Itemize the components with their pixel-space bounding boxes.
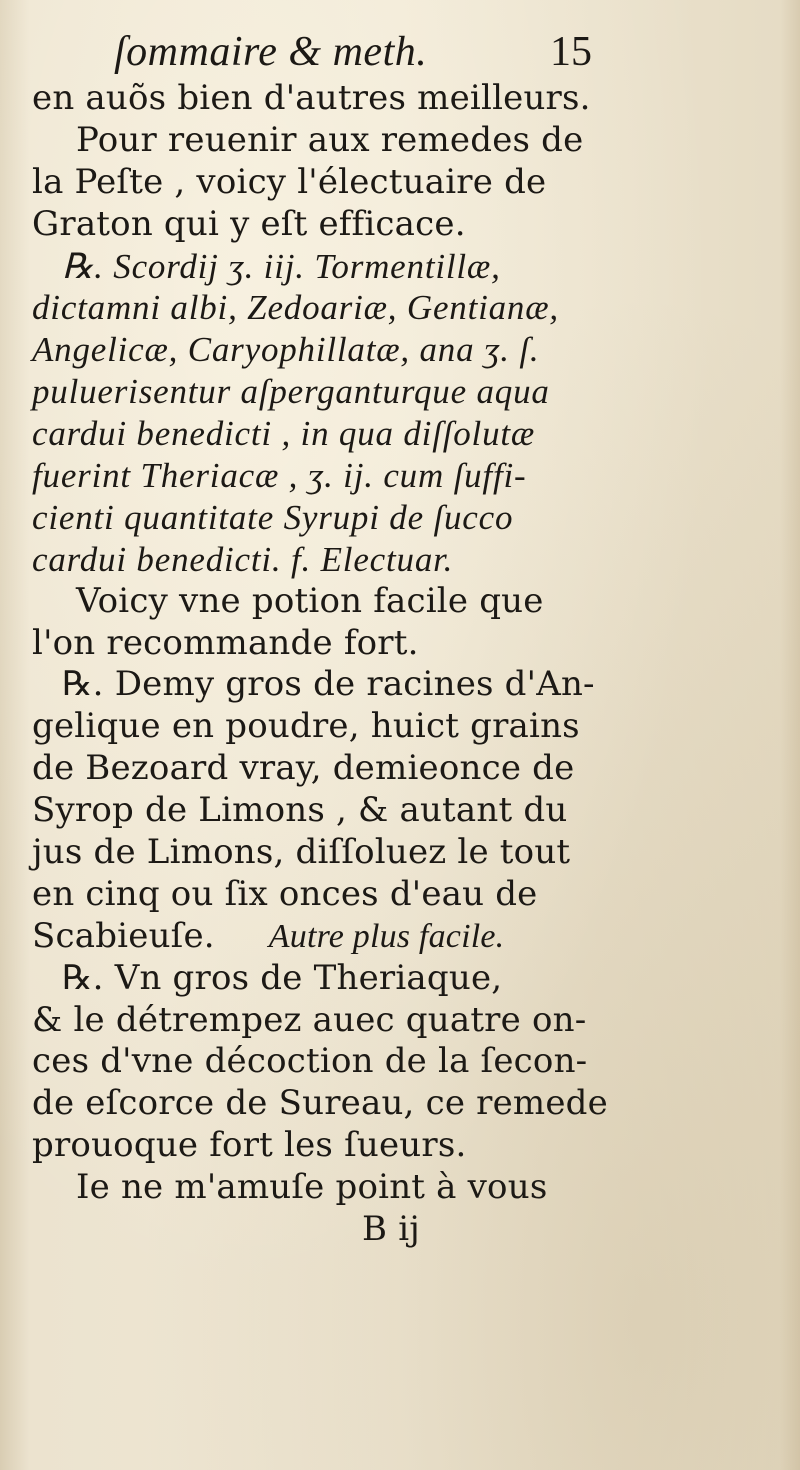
text-line: ℞. Vn gros de Theriaque, [62,957,503,998]
text-line: Ie ne m'amuſe point à vous [76,1167,548,1208]
text-line: Graton qui y eſt efficace. [32,203,466,244]
text-line: l'on recommande fort. [32,622,419,663]
text-line: la Peſte , voicy l'électuaire de [32,161,547,202]
line-text: Scabieuſe. [32,915,215,956]
text-line: & le détrempez auec quatre on- [32,999,587,1040]
italic-heading: Autre plus facile. [268,917,505,955]
running-head: ſommaire & meth. [114,29,428,75]
text-line: Pour reuenir aux remedes de [76,119,584,160]
text-line: cienti quantitate Syrupi de ſucco [32,497,514,537]
text-line: de eſcorce de Sureau, ce remede [32,1083,608,1124]
text-line: puluerisentur aſperganturque aqua [32,372,550,412]
text-line: ces d'vne décoction de la ſecon- [32,1041,588,1082]
page-number: 15 [550,29,592,75]
text-line: Syrop de Limons , & autant du [32,790,568,831]
text-line: prouoque fort les ſueurs. [32,1125,467,1166]
text-line: ℞. Demy gros de racines d'An- [62,664,595,705]
text-line: jus de Limons, diſſoluez le tout [32,832,571,873]
text-line: en cinq ou ſix onces d'eau de [32,873,538,914]
text-line: Voicy vne potion facile que [76,580,544,621]
text-line: fuerint Theriacæ , ʒ. ij. cum ſuffi- [32,456,527,496]
text-line: cardui benedicti , in qua diſſolutæ [32,414,536,454]
text-line-with-italic-tail [32,916,592,958]
text-line: ℞. Scordij ʒ. iij. Tormentillæ, [62,246,501,286]
signature-mark: B ij [362,1209,421,1250]
page-header [32,20,592,78]
text-line: cardui benedicti. f. Electuar. [32,539,454,579]
page-text [32,20,608,1251]
text-line: en auõs bien d'autres meilleurs. [32,78,591,118]
text-line: Angelicæ, Caryophillatæ, ana ʒ. ſ. [32,330,540,370]
text-line: de Bezoard vray, demieonce de [32,748,575,789]
text-line: gelique en poudre, huict grains [32,706,580,747]
text-line: dictamni albi, Zedoariæ, Gentianæ, [32,288,559,328]
